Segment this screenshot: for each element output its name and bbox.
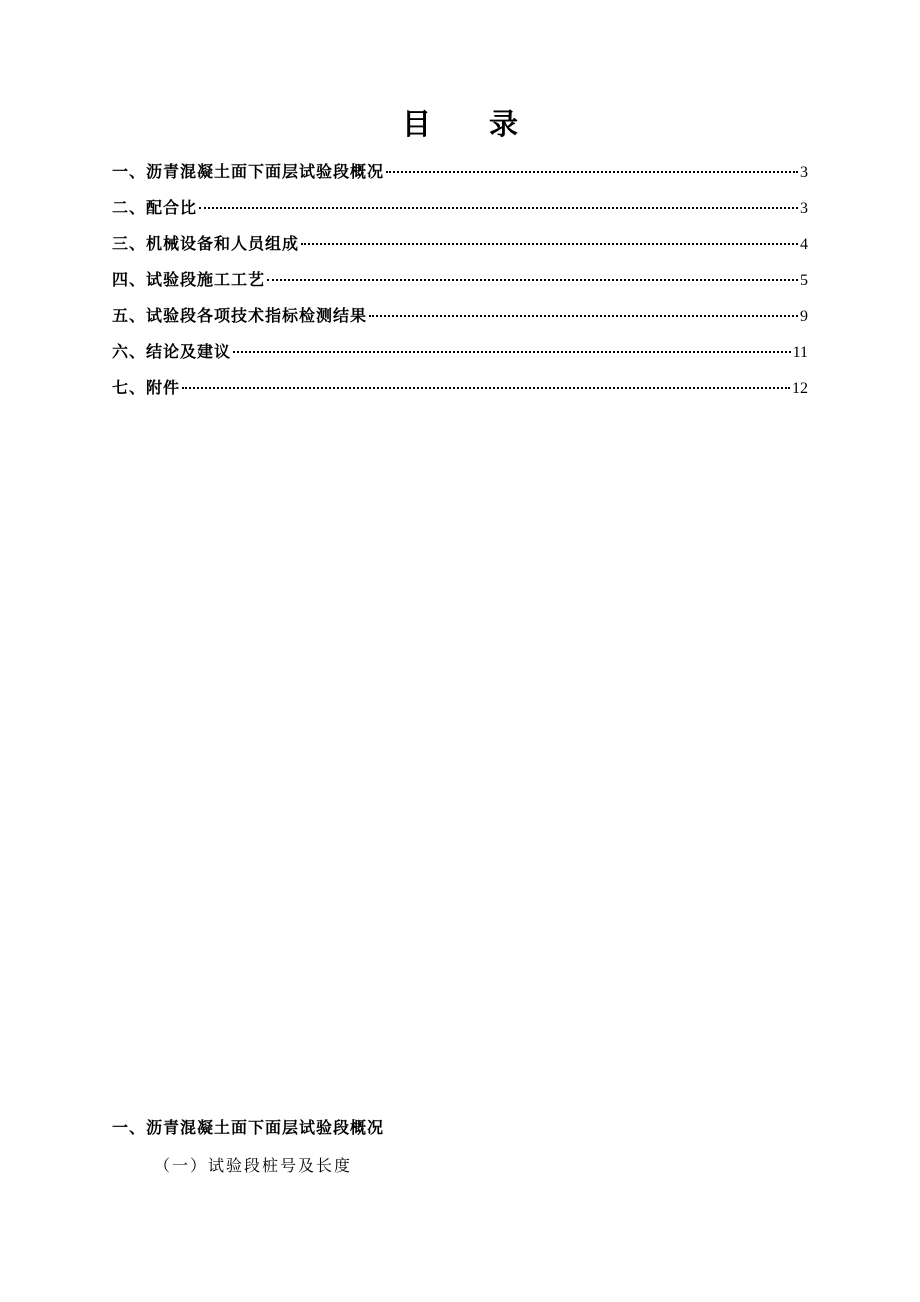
toc-entry-mix-ratio[interactable]	[112, 194, 808, 230]
toc-leader-dots	[199, 207, 798, 209]
toc-leader-dots	[182, 387, 790, 389]
toc-entry-conclusions[interactable]	[112, 338, 808, 374]
toc-leader-dots	[386, 171, 798, 173]
subsection-heading: （一）试验段桩号及长度	[154, 1156, 353, 1175]
toc-entry-page: 3	[800, 164, 808, 181]
toc-entry-attachments[interactable]	[112, 374, 808, 410]
toc-entry-page: 3	[800, 200, 808, 217]
toc-entry-page: 12	[792, 380, 808, 397]
toc-entry-page: 5	[800, 272, 808, 289]
toc-entry-construction-process[interactable]	[112, 266, 808, 302]
toc-entry-label: 三、机械设备和人员组成	[112, 234, 300, 253]
toc-leader-dots	[233, 351, 791, 353]
toc-entry-label: 四、试验段施工工艺	[112, 270, 266, 289]
table-of-contents	[112, 158, 808, 410]
toc-entry-page: 11	[792, 344, 808, 361]
toc-entry-label: 五、试验段各项技术指标检测结果	[112, 306, 368, 325]
toc-entry-label: 六、结论及建议	[112, 342, 232, 361]
toc-title: 目 录	[401, 107, 543, 141]
section-heading: 一、沥青混凝土面下面层试验段概况	[112, 1118, 385, 1137]
toc-entry-page: 9	[800, 308, 808, 325]
toc-leader-dots	[369, 315, 798, 317]
toc-entry-page: 4	[800, 236, 808, 253]
toc-entry-equipment-personnel[interactable]	[112, 230, 808, 266]
toc-leader-dots	[267, 279, 798, 281]
toc-leader-dots	[301, 243, 798, 245]
toc-entry-test-results[interactable]	[112, 302, 808, 338]
toc-entry-label: 一、沥青混凝土面下面层试验段概况	[112, 162, 385, 181]
toc-entry-label: 七、附件	[112, 378, 181, 397]
toc-entry-label: 二、配合比	[112, 198, 198, 217]
toc-entry-overview[interactable]	[112, 158, 808, 194]
